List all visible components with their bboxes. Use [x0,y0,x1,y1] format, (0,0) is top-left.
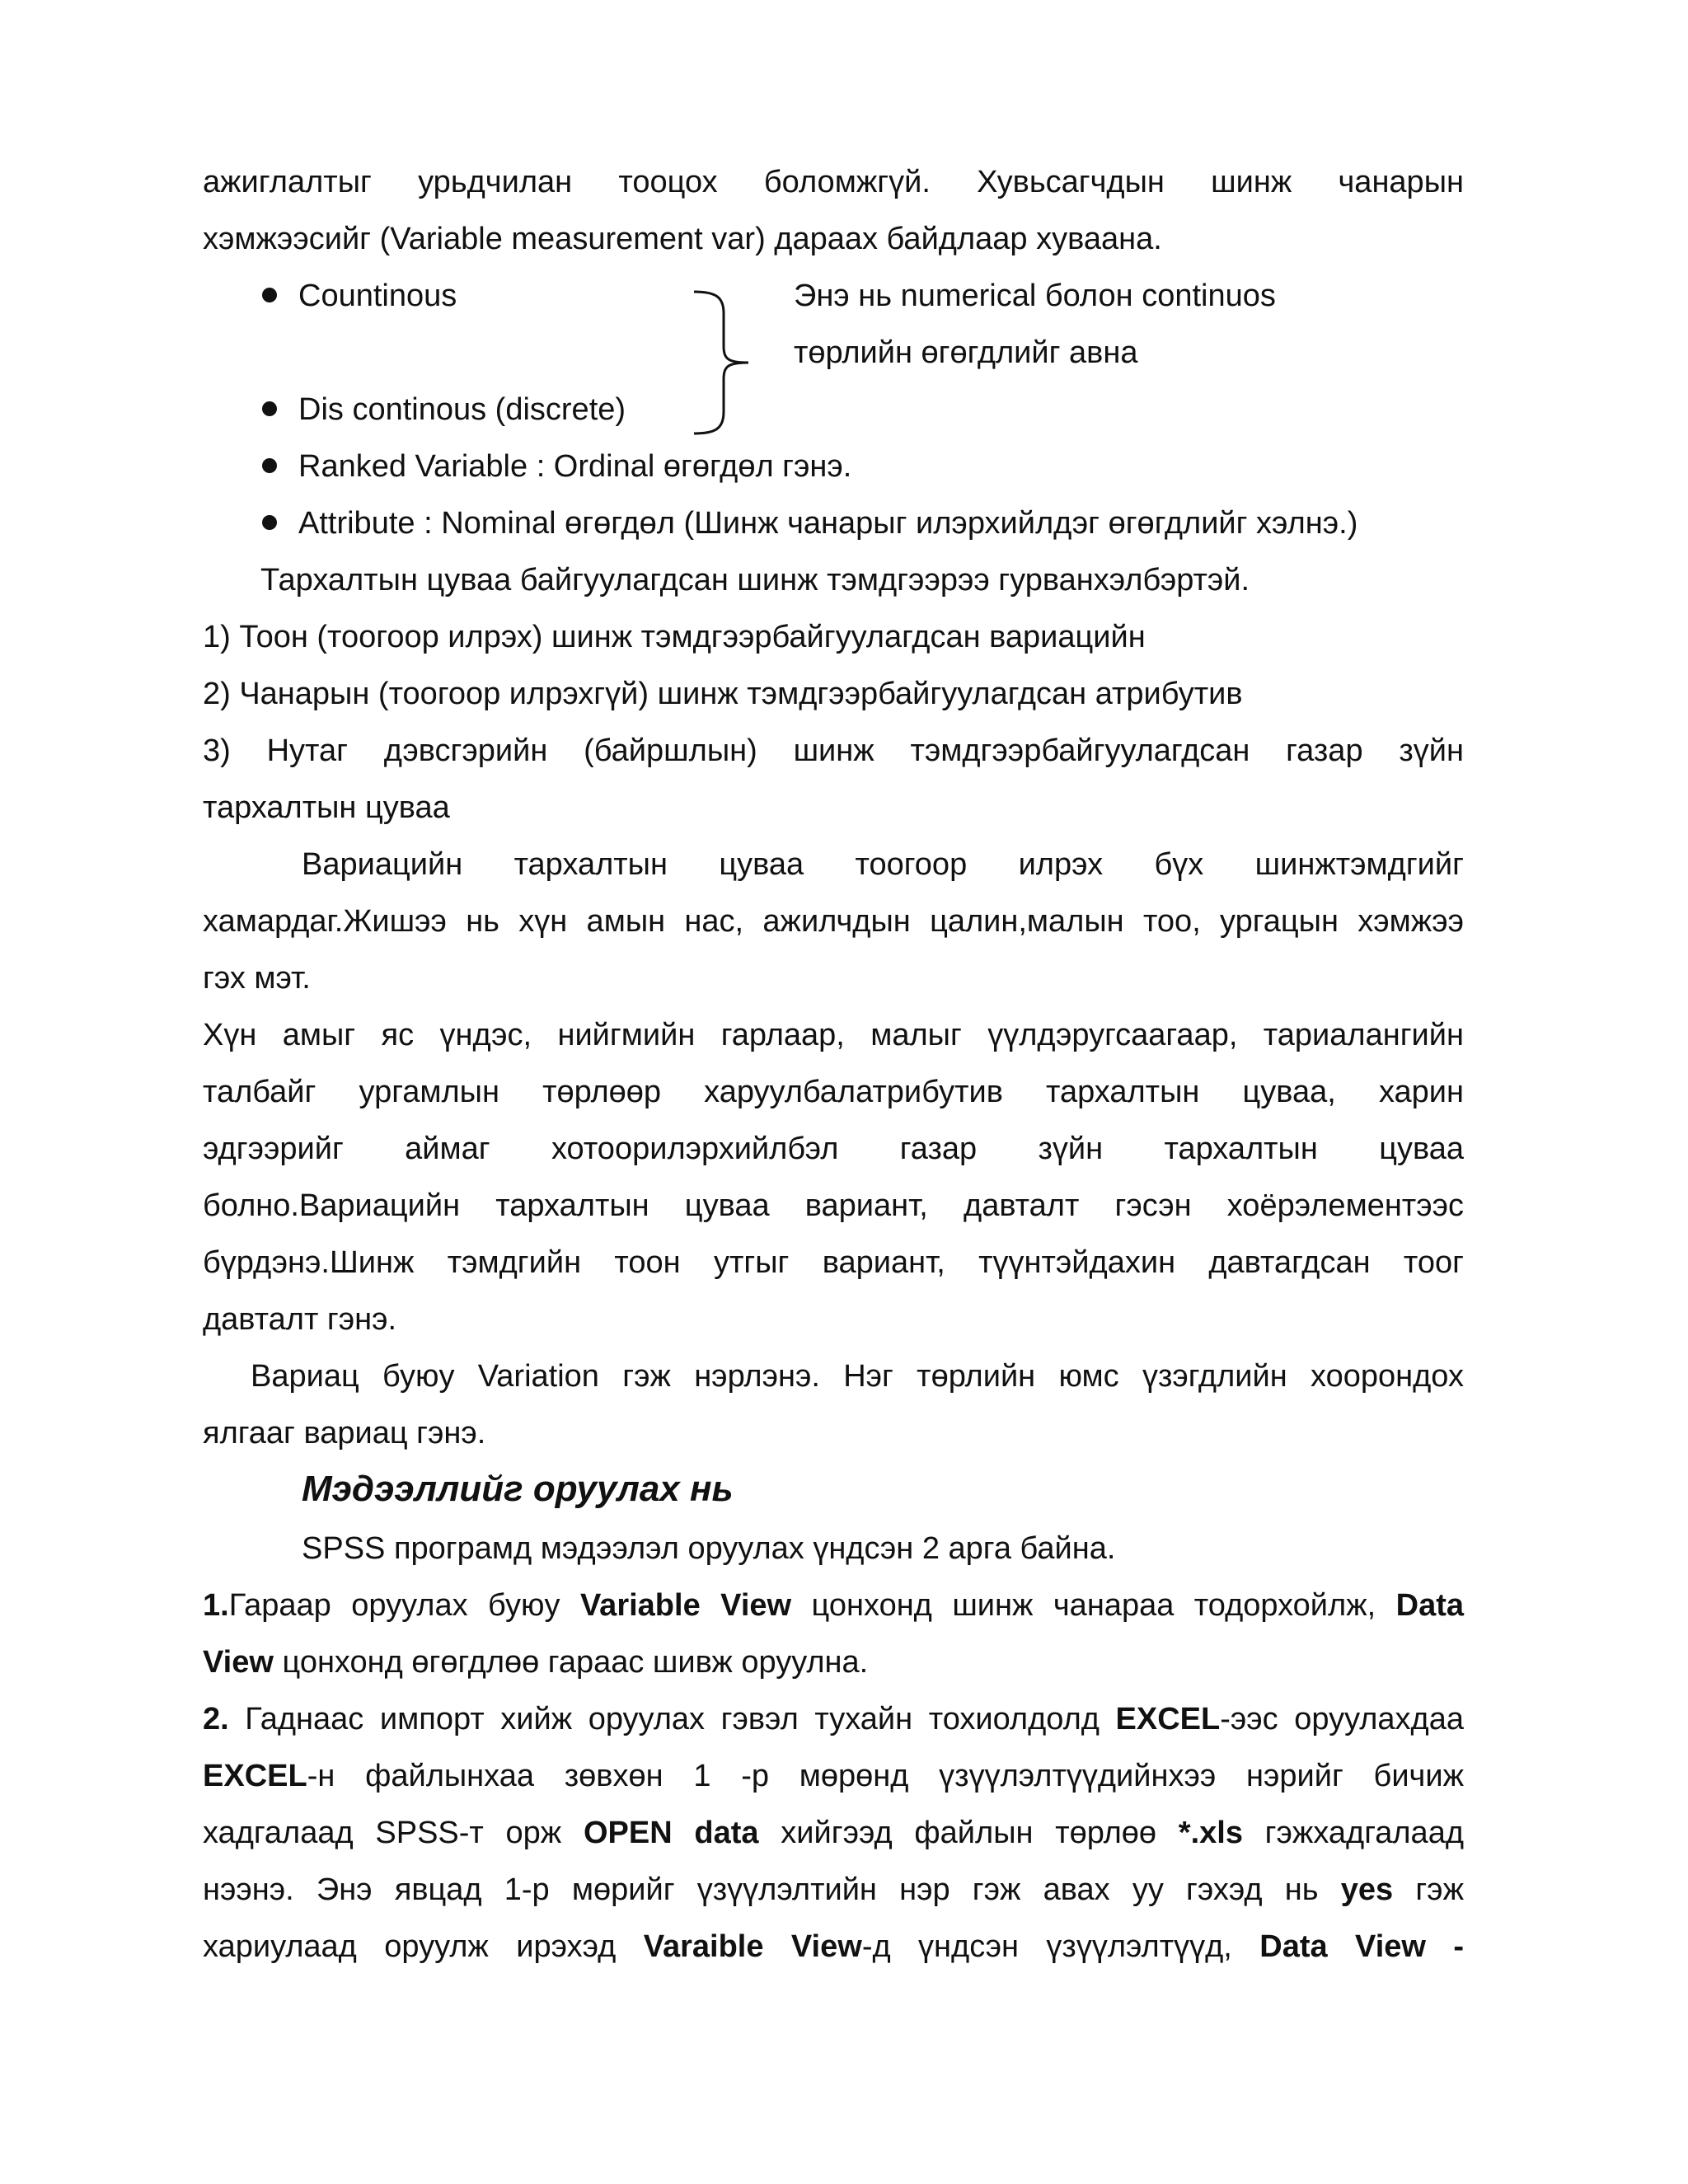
bullet-item-attribute: Attribute : Nominal өгөгдөл (Шинж чанарыг илэрхийлдэг өгөгдлийг хэлнэ.) [262,495,1357,552]
paragraph-line: болно.Вариацийн тархалтын цуваа вариант, давталт гэсэн хоёрэлементээс [203,1188,1464,1223]
paragraph-line: хэмжээсийг (Variable measurement var) дараах байдлаар хуваана. [203,222,1162,256]
bullet-dot-icon [262,401,277,416]
bullet-dot-icon [262,515,277,530]
paragraph-line: SPSS програмд мэдээлэл оруулах үндсэн 2 арга байна. [302,1531,1116,1566]
paragraph-line: Тархалтын цуваа байгуулагдсан шинж тэмдгээрээ гурванхэлбэртэй. [260,563,1250,598]
list-item: 2) Чанарын (тоогоор илрэхгүй) шинж тэмдгээрбайгуулагдсан атрибутив [203,677,1243,711]
paragraph-line: Вариац буюу Variation гэж нэрлэнэ. Нэг төрлийн юмс үзэгдлийн хоорондох [251,1359,1464,1394]
section-heading: Мэдээллийг оруулах нь [302,1469,734,1509]
list-item-continued: тархалтын цуваа [203,790,450,825]
bullet-item-continuous: Countinous [262,268,457,325]
right-brace-icon [691,288,757,437]
paragraph-line: гэх мэт. [203,961,311,996]
method-2-line: хадгалаад SPSS-т орж OPEN data хийгээд файлын төрлөө *.xls гэжхадгалаад [203,1816,1464,1850]
paragraph-line: талбайг ургамлын төрлөөр харуулбалатрибутив тархалтын цуваа, харин [203,1075,1464,1109]
method-1-line: 1.Гараар оруулах буюу Variable View цонхонд шинж чанараа тодорхойлж, Data [203,1588,1465,1623]
bullet-item-ranked: Ranked Variable : Ordinal өгөгдөл гэнэ. [262,438,851,495]
paragraph-line: давталт гэнэ. [203,1302,397,1337]
method-1-line: View цонхонд өгөгдлөө гараас шивж оруулна. [203,1645,869,1680]
method-2-line: 2. Гаднаас импорт хийж оруулах гэвэл тухайн тохиолдолд EXCEL-ээс оруулахдаа [203,1702,1464,1736]
paragraph-line: эдгээрийг аймаг хотоорилэрхийлбэл газар зүйн тархалтын цуваа [203,1132,1464,1166]
method-2-line: хариулаад оруулж ирэхэд Varaible View-д үндсэн үзүүлэлтүүд, Data View - [203,1929,1465,1964]
list-item: 3) Нутаг дэвсгэрийн (байршлын) шинж тэмдгээрбайгуулагдсан газар зүйн [203,733,1464,768]
paragraph-line: Вариацийн тархалтын цуваа тоогоор илрэх бүх шинжтэмдгийг [302,847,1464,882]
paragraph-line: ялгааг вариац гэнэ. [203,1416,486,1451]
paragraph-line: Хүн амыг яс үндэс, нийгмийн гарлаар, малыг үүлдэругсаагаар, тариалангийн [203,1018,1464,1052]
list-item: 1) Тоон (тоогоор илрэх) шинж тэмдгээрбайгуулагдсан вариацийн [203,620,1146,654]
method-2-line: EXCEL-н файлынхаа зөвхөн 1 -р мөрөнд үзүүлэлтүүдийнхээ нэрийг бичиж [203,1759,1464,1793]
paragraph-line: хамардаг.Жишээ нь хүн амын нас, ажилчдын цалин,малын тоо, ургацын хэмжээ [203,904,1464,939]
method-2-line: нээнэ. Энэ явцад 1-р мөрийг үзүүлэлтийн нэр гэж авах уу гэхэд нь yes гэж [203,1872,1464,1907]
bullet-dot-icon [262,288,277,302]
paragraph-line: ажиглалтыг урьдчилан тооцох боломжгүй. Хувьсагчдын шинж чанарын [203,165,1464,199]
paragraph-line: бүрдэнэ.Шинж тэмдгийн тоон утгыг вариант, түүнтэйдахин давтагдсан тоог [203,1245,1464,1280]
bullet-dot-icon [262,458,277,473]
brace-note-line: төрлийн өгөгдлийг авна [794,335,1138,370]
brace-note-line: Энэ нь numerical болон continuos [794,279,1276,313]
bullet-item-discrete: Dis continous (discrete) [262,382,626,438]
